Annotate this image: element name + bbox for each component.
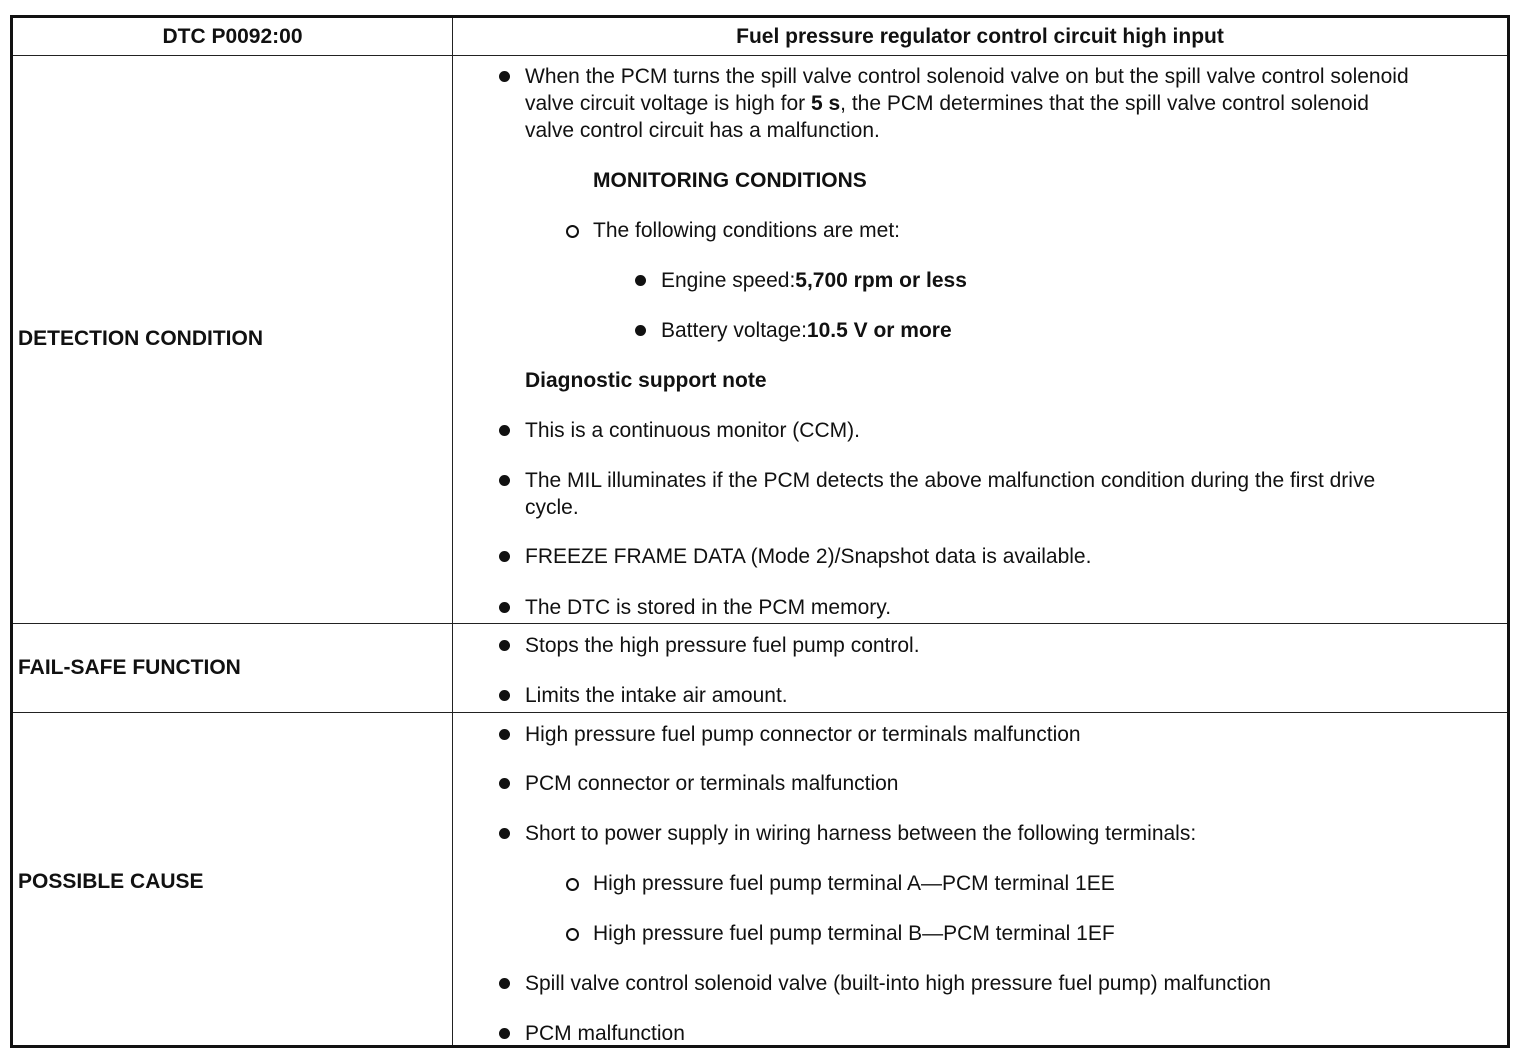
- open-bullet-icon: [566, 878, 579, 891]
- cause-item-3: Short to power supply in wiring harness between the following terminals:: [525, 822, 1197, 845]
- note-dtc-stored: The DTC is stored in the PCM memory.: [525, 596, 892, 619]
- bullet-icon: [499, 690, 510, 701]
- battery-voltage-value: 10.5 V or more: [806, 319, 952, 342]
- note-continuous-monitor: This is a continuous monitor (CCM).: [525, 419, 860, 442]
- engine-speed-label: Engine speed:: [661, 269, 796, 292]
- row-divider-cause: [13, 712, 1507, 713]
- cause-item-1: High pressure fuel pump connector or terminals malfunction: [525, 723, 1081, 746]
- open-bullet-icon: [566, 225, 579, 238]
- detection-line-3: valve control circuit has a malfunction.: [525, 119, 880, 142]
- cause-item-5: PCM malfunction: [525, 1022, 685, 1045]
- fail-safe-label: FAIL-SAFE FUNCTION: [18, 656, 241, 679]
- diagnostic-support-heading: Diagnostic support note: [525, 369, 767, 392]
- note-freeze-frame: FREEZE FRAME DATA (Mode 2)/Snapshot data is available.: [525, 545, 1092, 568]
- failsafe-item-1: Stops the high pressure fuel pump control.: [525, 634, 920, 657]
- failsafe-item-2: Limits the intake air amount.: [525, 684, 788, 707]
- detection-line-2: [525, 90, 1369, 117]
- possible-cause-label: POSSIBLE CAUSE: [18, 870, 204, 893]
- open-bullet-icon: [566, 928, 579, 941]
- cause-sub-item-2: High pressure fuel pump terminal B—PCM terminal 1EF: [593, 922, 1115, 945]
- bullet-icon: [499, 551, 510, 562]
- bullet-icon: [499, 640, 510, 651]
- detection-line-2-text: valve circuit voltage is high for: [525, 92, 811, 115]
- bullet-icon: [499, 425, 510, 436]
- bullet-icon: [499, 1028, 510, 1039]
- dtc-code: DTC P0092:00: [162, 25, 303, 48]
- bullet-icon: [499, 71, 510, 82]
- battery-voltage-label: Battery voltage:: [661, 319, 807, 342]
- detection-duration: 5 s: [810, 92, 841, 115]
- column-divider: [452, 18, 453, 1045]
- bullet-icon: [499, 602, 510, 613]
- row-divider-failsafe: [13, 623, 1507, 624]
- engine-speed-value: 5,700 rpm or less: [795, 269, 967, 292]
- cause-item-2: PCM connector or terminals malfunction: [525, 772, 899, 795]
- note-mil-line-2: cycle.: [525, 496, 579, 519]
- bullet-icon: [499, 729, 510, 740]
- battery-voltage-condition: [661, 317, 952, 344]
- bullet-icon: [635, 325, 646, 336]
- conditions-intro: The following conditions are met:: [593, 219, 900, 242]
- bullet-icon: [499, 778, 510, 789]
- bullet-icon: [499, 828, 510, 839]
- bullet-icon: [499, 475, 510, 486]
- engine-speed-condition: [661, 267, 967, 294]
- monitoring-conditions-heading: MONITORING CONDITIONS: [593, 169, 867, 192]
- cause-item-4: Spill valve control solenoid valve (built-into high pressure fuel pump) malfunction: [525, 972, 1271, 995]
- dtc-title: Fuel pressure regulator control circuit high input: [736, 25, 1224, 48]
- detection-line-1: When the PCM turns the spill valve control solenoid valve on but the spill valve control solenoid: [525, 65, 1409, 88]
- row-divider-header: [13, 55, 1507, 56]
- detection-condition-label: DETECTION CONDITION: [18, 327, 263, 350]
- note-mil-line-1: The MIL illuminates if the PCM detects the above malfunction condition during the first drive: [525, 469, 1376, 492]
- cause-sub-item-1: High pressure fuel pump terminal A—PCM terminal 1EE: [593, 872, 1115, 895]
- dtc-table: [10, 15, 1510, 1048]
- bullet-icon: [635, 275, 646, 286]
- bullet-icon: [499, 978, 510, 989]
- detection-line-2-tail: , the PCM determines that the spill valve control solenoid: [840, 92, 1369, 115]
